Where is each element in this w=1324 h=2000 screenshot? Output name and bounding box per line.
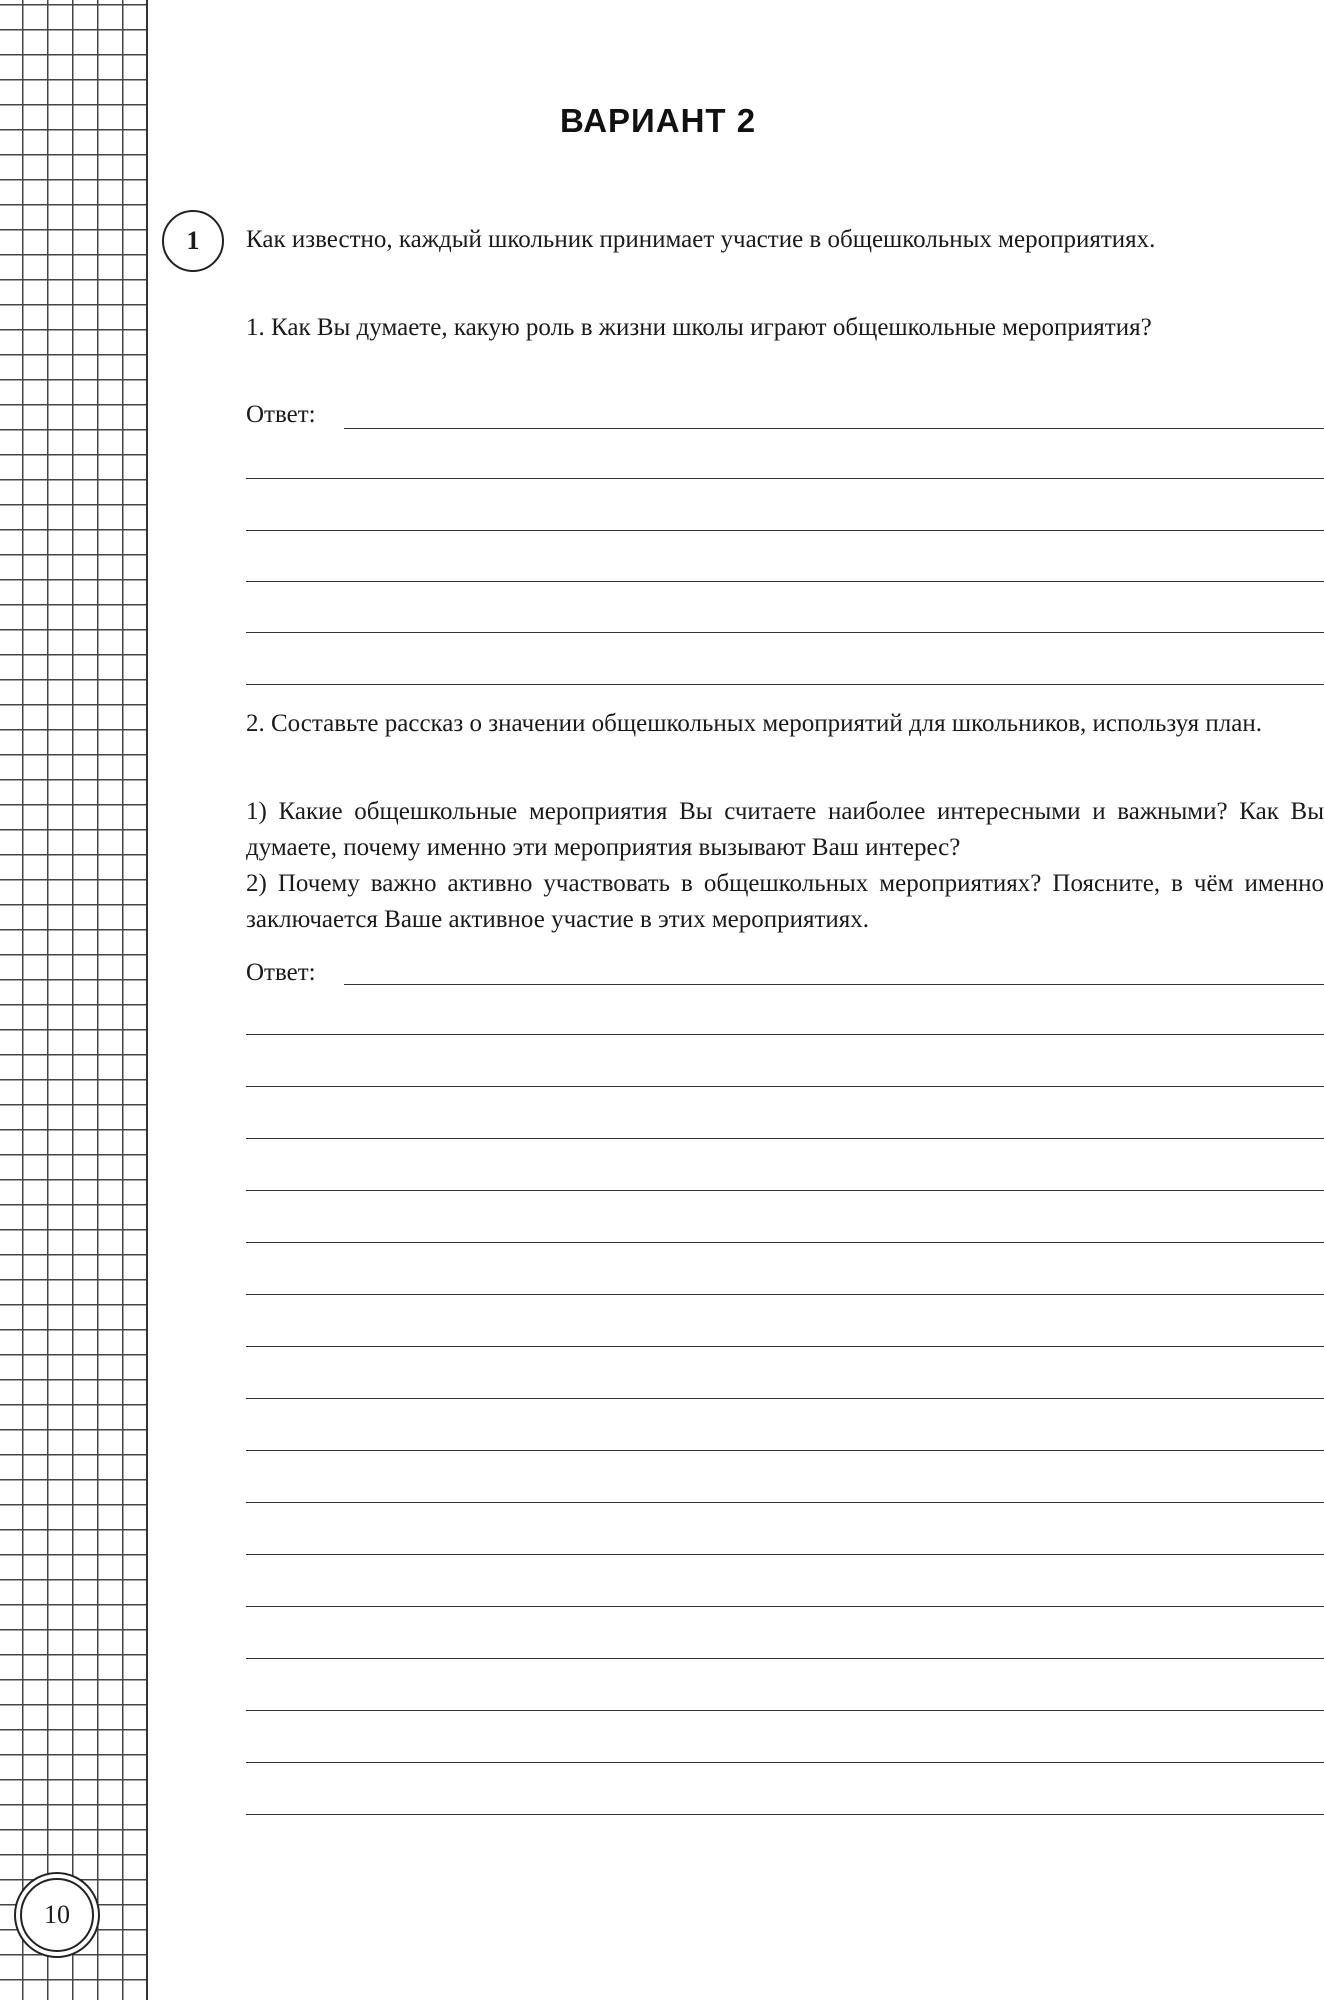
task-number-circle: 1 bbox=[162, 210, 224, 272]
question-2: 2. Составьте рассказ о значении общешкольных мероприятий для школьников, используя план. bbox=[246, 710, 1262, 737]
answer-1-line[interactable] bbox=[246, 581, 1324, 582]
answer-2-line[interactable] bbox=[246, 1710, 1324, 1711]
answer-2-line[interactable] bbox=[246, 1346, 1324, 1347]
answer-1-line[interactable] bbox=[246, 632, 1324, 633]
task-intro: Как известно, каждый школьник принимает участие в общешкольных мероприятиях. bbox=[246, 226, 1156, 253]
answer-2-line[interactable] bbox=[246, 1606, 1324, 1607]
answer-2-line[interactable] bbox=[246, 1034, 1324, 1035]
page-number-badge bbox=[14, 1872, 100, 1958]
answer-2-line[interactable] bbox=[246, 1242, 1324, 1243]
answer-2-line[interactable] bbox=[246, 1190, 1324, 1191]
answer-2-line[interactable] bbox=[246, 1658, 1324, 1659]
answer-2-line[interactable] bbox=[246, 1554, 1324, 1555]
answer-1-line[interactable] bbox=[246, 684, 1324, 685]
answer-label-2: Ответ: bbox=[246, 958, 322, 988]
answer-2-line[interactable] bbox=[246, 1450, 1324, 1451]
question-1: 1. Как Вы думаете, какую роль в жизни школы играют общешкольные мероприятия? bbox=[246, 314, 1152, 341]
answer-2-line[interactable] bbox=[246, 1086, 1324, 1087]
answer-2-line[interactable] bbox=[246, 1502, 1324, 1503]
page-number: 10 bbox=[20, 1878, 94, 1952]
answer-1-line[interactable] bbox=[246, 478, 1324, 479]
answer-2-line[interactable] bbox=[246, 1398, 1324, 1399]
margin-grid bbox=[0, 0, 148, 2000]
answer-label-1: Ответ: bbox=[246, 400, 322, 430]
plan-item-1: 1) Какие общешкольные мероприятия Вы считаете наиболее интересными и важными? Как Вы думаете, почему именно эти мероприятия вызывают Ваш интерес? bbox=[246, 798, 1324, 861]
answer-2-line[interactable] bbox=[344, 984, 1324, 985]
answer-2-line[interactable] bbox=[246, 1138, 1324, 1139]
answer-1-line[interactable] bbox=[344, 428, 1324, 429]
answer-2-line[interactable] bbox=[246, 1762, 1324, 1763]
answer-1-line[interactable] bbox=[246, 530, 1324, 531]
answer-2-line[interactable] bbox=[246, 1294, 1324, 1295]
answer-2-line[interactable] bbox=[246, 1814, 1324, 1815]
plan bbox=[246, 794, 1324, 938]
page-title: ВАРИАНТ 2 bbox=[560, 102, 757, 139]
plan-item-2: 2) Почему важно активно участвовать в общешкольных мероприятиях? Поясните, в чём именно заключается Ваше активное участие в этих мероприятиях. bbox=[246, 870, 1324, 933]
